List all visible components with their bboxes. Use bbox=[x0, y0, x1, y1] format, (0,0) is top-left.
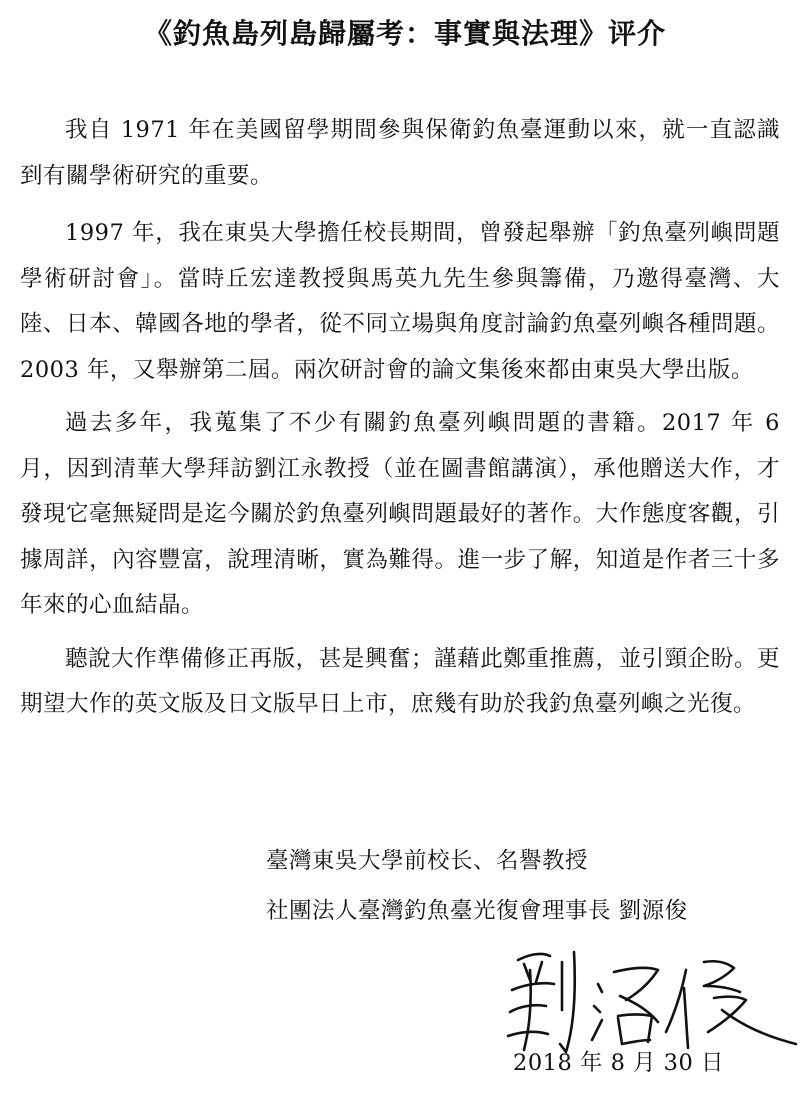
paragraph-2: 1997 年，我在東吳大學擔任校長期間，曾發起舉辦「釣魚臺列嶼問題學術研討會」。當時丘宏達教授與馬英九先生參與籌備，乃邀得臺灣、大陸、日本、韓國各地的學者，從不同立場與角度討論釣魚臺列嶼各種問題。2003 年，又舉辦第二屆。兩次研討會的論文集後來都由東吳大學出版。 bbox=[20, 220, 780, 383]
body-text bbox=[20, 108, 780, 728]
document-title: 《釣魚島列島歸屬考：事實與法理》评介 bbox=[143, 17, 666, 50]
paragraph-4: 聽說大作準備修正再版，甚是興奮；謹藉此鄭重推薦，並引頸企盼。更期望大作的英文版及日文版早日上市，庶幾有助於我釣魚臺列嶼之光復。 bbox=[20, 645, 780, 717]
handwritten-signature bbox=[490, 940, 800, 1060]
signer-title-2: 社團法人臺灣釣魚臺光復會理事長 劉源俊 bbox=[266, 898, 688, 924]
paragraph-3: 過去多年，我蒐集了不少有關釣魚臺列嶼問題的書籍。2017 年 6 月，因到清華大學拜訪劉江永教授（並在圖書館講演），承他贈送大作，才發現它毫無疑問是迄今關於釣魚臺列嶼問題最好的著作。大作態度客觀，引據周詳，內容豐富，說理清晰，實為難得。進一步了解，知道是作者三十多年來的心血結晶。 bbox=[20, 410, 780, 618]
paragraph-1: 我自 1971 年在美國留學期間參與保衛釣魚臺運動以來，就一直認識到有關學術研究的重要。 bbox=[20, 117, 780, 189]
signer-title-1: 臺灣東吳大學前校长、名譽教授 bbox=[266, 848, 589, 874]
document-date: 2018 年 8 月 30 日 bbox=[513, 1050, 724, 1076]
signature-block bbox=[266, 836, 688, 936]
